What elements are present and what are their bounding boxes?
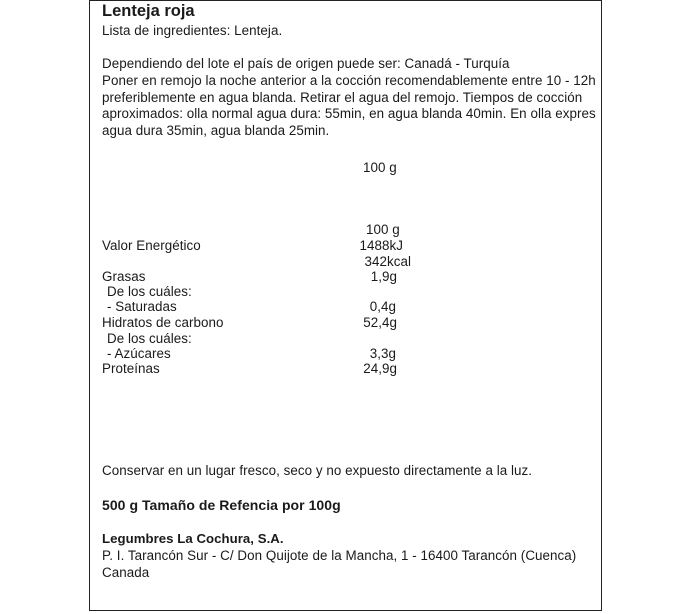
nutrient-label: De los cuáles:: [107, 331, 192, 346]
nutrient-value: 3,3g: [369, 346, 396, 361]
instructions-line: Poner en remojo la noche anterior a la cocción recomendablemente entre 10 - 12h: [102, 73, 596, 88]
nutrient-label: Proteínas: [102, 361, 160, 376]
company-address: P. I. Tarancón Sur - C/ Don Quijote de la Mancha, 1 - 16400 Tarancón (Cuenca): [102, 548, 577, 563]
energy-kj-value: 1488kJ: [359, 238, 403, 253]
instructions-line: preferiblemente en agua blanda. Retirar el agua del remojo. Tiempos de cocción: [102, 90, 583, 105]
origin-text: Dependiendo del lote el país de origen puede ser: Canadá - Turquía: [102, 56, 510, 71]
energy-kcal-value: 342kcal: [364, 254, 411, 269]
nutrient-label: Grasas: [102, 269, 146, 284]
nutrient-value: 0,4g: [369, 299, 396, 314]
nutrient-value: 1,9g: [370, 269, 397, 284]
nutrient-value: 52,4g: [363, 315, 397, 330]
company-name: Legumbres La Cochura, S.A.: [102, 531, 284, 546]
product-title: Lenteja roja: [102, 2, 195, 20]
nutrition-header: 100 g: [366, 222, 400, 237]
company-country: Canada: [102, 565, 150, 580]
nutrient-label: - Saturadas: [107, 299, 177, 314]
instructions-line: aproximados: olla normal agua dura: 55min, en agua blanda 40min. En olla expres: [102, 106, 596, 121]
storage-text: Conservar en un lugar fresco, seco y no expuesto directamente a la luz.: [102, 463, 533, 478]
nutrient-label: De los cuáles:: [107, 284, 192, 299]
energy-label: Valor Energético: [102, 238, 201, 253]
instructions-line: agua dura 35min, agua blanda 25min.: [102, 123, 330, 138]
size-line: 500 g Tamaño de Refencia por 100g: [102, 497, 341, 513]
nutrient-label: - Azúcares: [107, 346, 171, 361]
nutrient-label: Hidratos de carbono: [102, 315, 224, 330]
nutrient-value: 24,9g: [363, 361, 397, 376]
ingredients-text: Lista de ingredientes: Lenteja.: [102, 23, 283, 38]
nutrition-header-top: 100 g: [363, 160, 397, 175]
